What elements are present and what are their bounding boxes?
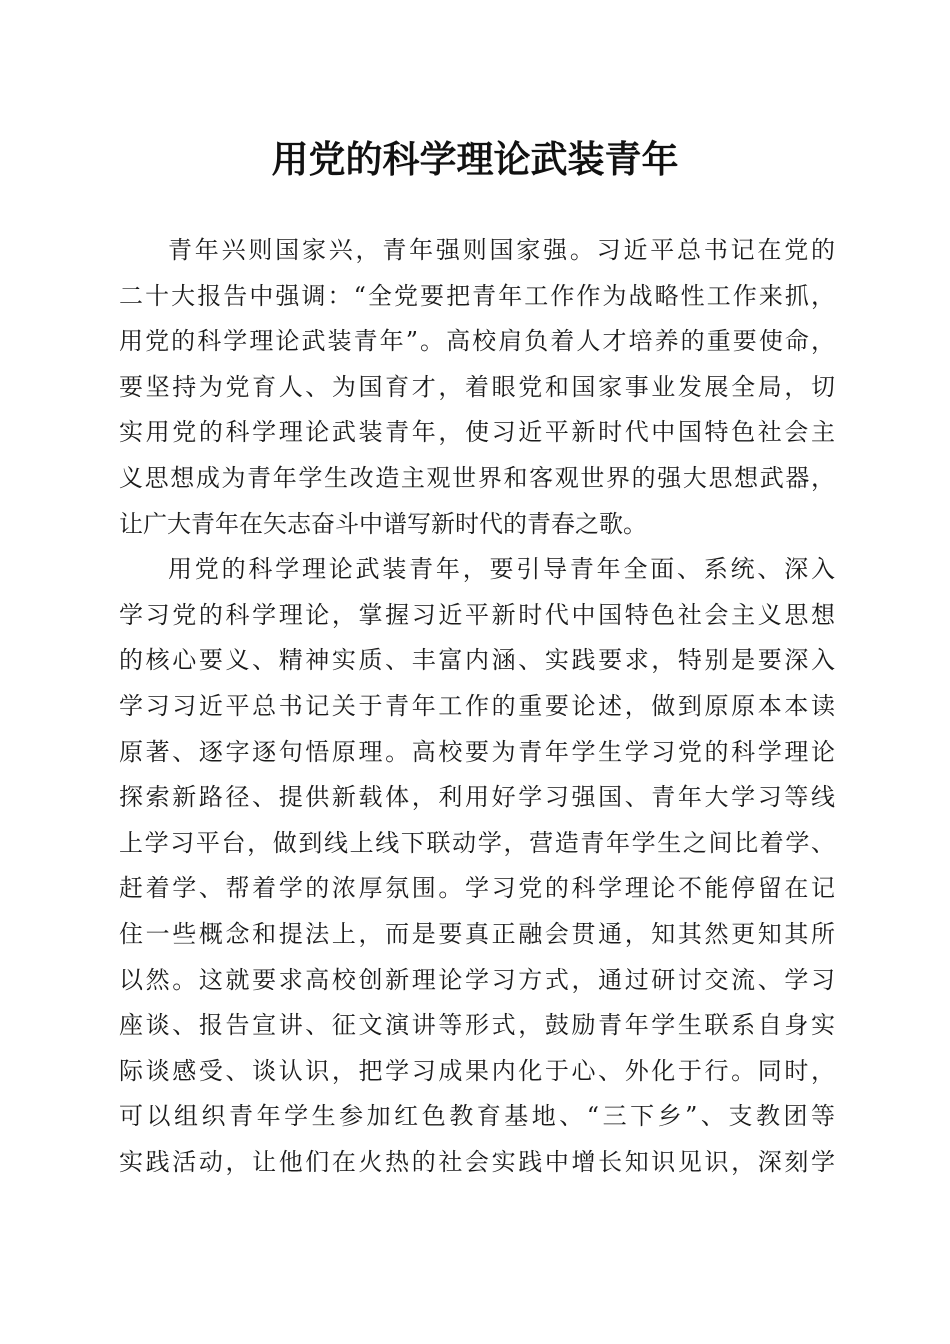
paragraph-2-line: 学习习近平总书记关于青年工作的重要论述，做到原原本本读	[119, 691, 835, 720]
paragraph-2-line: 用党的科学理论武装青年，要引导青年全面、系统、深入	[168, 555, 835, 584]
paragraph-1-line: 义思想成为青年学生改造主观世界和客观世界的强大思想武器，	[119, 463, 835, 492]
paragraph-2-line: 原著、逐字逐句悟原理。高校要为青年学生学习党的科学理论	[119, 737, 835, 766]
paragraph-2-line: 上学习平台，做到线上线下联动学，营造青年学生之间比着学、	[119, 828, 835, 857]
paragraph-2-line: 住一些概念和提法上，而是要真正融会贯通，知其然更知其所	[119, 919, 835, 948]
paragraph-2-line: 以然。这就要求高校创新理论学习方式，通过研讨交流、学习	[119, 965, 835, 994]
paragraph-1-line: 实用党的科学理论武装青年，使习近平新时代中国特色社会主	[119, 418, 835, 447]
paragraph-1-line: 二十大报告中强调：“全党要把青年工作作为战略性工作来抓，	[119, 281, 835, 310]
paragraph-2-line: 的核心要义、精神实质、丰富内涵、实践要求，特别是要深入	[119, 646, 835, 675]
paragraph-2-line: 可以组织青年学生参加红色教育基地、“三下乡”、支教团等	[119, 1102, 835, 1131]
paragraph-2-line: 赶着学、帮着学的浓厚氛围。学习党的科学理论不能停留在记	[119, 874, 835, 903]
document-body	[119, 228, 835, 1185]
paragraph-1-line: 青年兴则国家兴，青年强则国家强。习近平总书记在党的	[168, 236, 835, 264]
paragraph-2-line: 实践活动，让他们在火热的社会实践中增长知识见识，深刻学	[119, 1147, 835, 1176]
paragraph-2-line: 际谈感受、谈认识，把学习成果内化于心、外化于行。同时，	[119, 1056, 835, 1085]
paragraph-2-line: 学习党的科学理论，掌握习近平新时代中国特色社会主义思想	[119, 600, 835, 629]
paragraph-2-line: 座谈、报告宣讲、征文演讲等形式，鼓励青年学生联系自身实	[119, 1011, 835, 1040]
paragraph-2-line: 探索新路径、提供新载体，利用好学习强国、青年大学习等线	[119, 783, 835, 812]
paragraph-1-line: 用党的科学理论武装青年”。高校肩负着人才培养的重要使命，	[119, 327, 835, 356]
paragraph-1-line: 让广大青年在矢志奋斗中谱写新时代的青春之歌。	[119, 509, 647, 538]
document-title: 用党的科学理论武装青年	[271, 137, 679, 181]
paragraph-1-line: 要坚持为党育人、为国育才，着眼党和国家事业发展全局，切	[119, 372, 835, 401]
